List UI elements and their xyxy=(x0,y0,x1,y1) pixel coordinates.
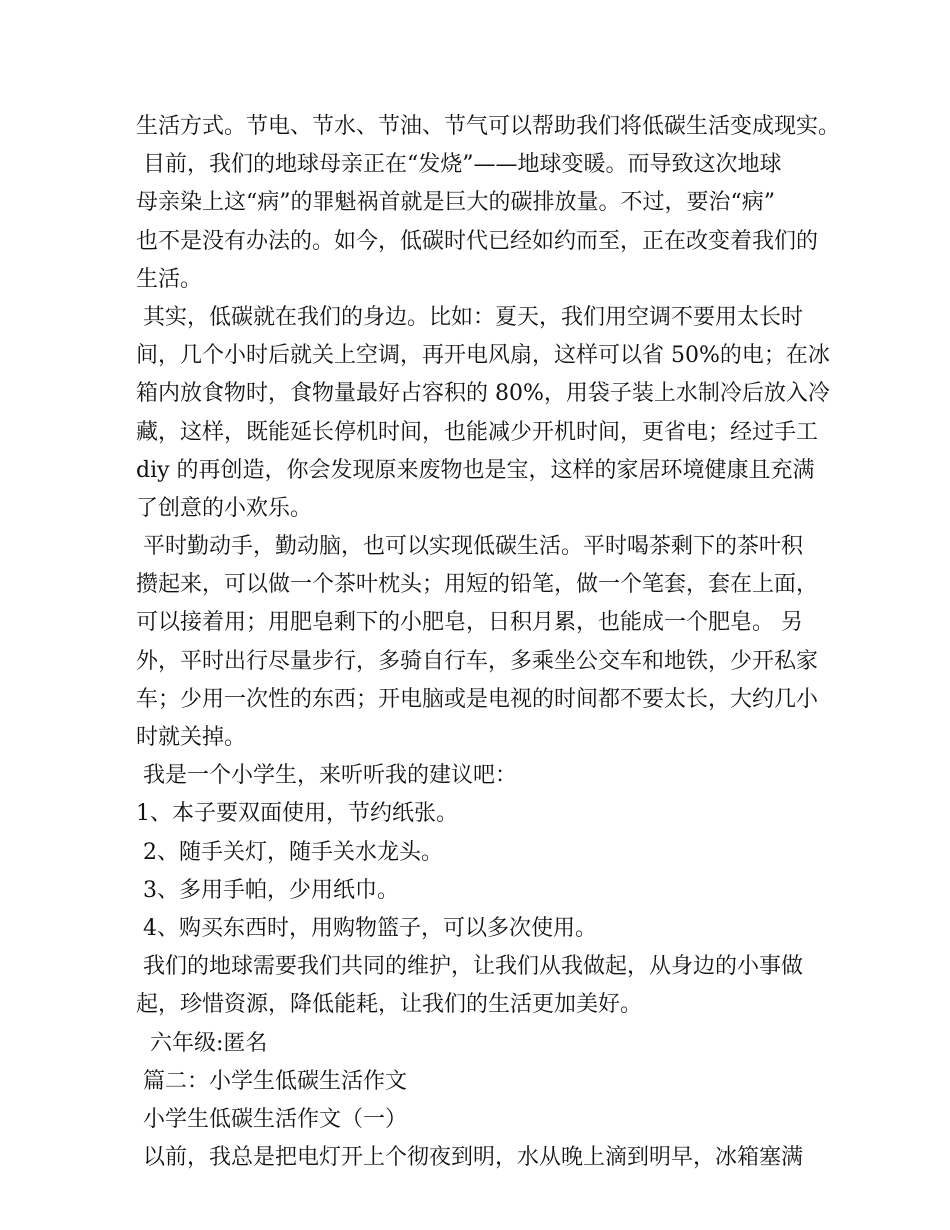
list-item: 1、本子要双面使用，节约纸张。 xyxy=(136,801,458,827)
text-line: 车；少用一次性的东西；开电脑或是电视的时间都不要太长，大约几小 xyxy=(136,686,819,712)
text-line: 了创意的小欢乐。 xyxy=(136,495,313,521)
text-line: 藏，这样，既能延长停机时间，也能减少开机时间，更省电；经过手工 xyxy=(136,419,819,445)
text-line: 攒起来，可以做一个茶叶枕头；用短的铅笔，做一个笔套，套在上面， xyxy=(136,572,819,598)
text-line: 也不是没有办法的。如今，低碳时代已经如约而至，正在改变着我们的 xyxy=(136,228,819,254)
list-item: 3、多用手帕，少用纸巾。 xyxy=(136,877,399,903)
text-line: 我们的地球需要我们共同的维护，让我们从我做起，从身边的小事做 xyxy=(136,954,803,980)
author-line: 六年级:匿名 xyxy=(136,1030,268,1056)
text-line: 生活方式。节电、节水、节油、节气可以帮助我们将低碳生活变成现实。 xyxy=(136,114,841,139)
text-line: 我是一个小学生，来听听我的建议吧： xyxy=(136,763,517,789)
essay-body xyxy=(136,108,841,1177)
text-line: 生活。 xyxy=(136,266,203,292)
text-line: 时就关掉。 xyxy=(136,725,247,750)
list-item: 4、购买东西时，用购物篮子，可以多次使用。 xyxy=(136,915,597,941)
text-line: 其实，低碳就在我们的身边。比如：夏天，我们用空调不要用太长时 xyxy=(136,304,803,330)
text-line: 目前，我们的地球母亲正在“发烧”——地球变暖。而导致这次地球 xyxy=(136,152,782,178)
text-line: 可以接着用；用肥皂剩下的小肥皂，日积月累，也能成一个肥皂。 另 xyxy=(136,610,803,636)
text-line: 外，平时出行尽量步行，多骑自行车，多乘坐公交车和地铁，少开私家 xyxy=(136,648,819,674)
subsection-heading: 小学生低碳生活作文（一） xyxy=(136,1106,407,1132)
text-line: diy 的再创造，你会发现原来废物也是宝，这样的家居环境健康且充满 xyxy=(136,457,815,483)
section-heading: 篇二：小学生低碳生活作文 xyxy=(136,1068,407,1094)
text-line: 平时勤动手，勤动脑，也可以实现低碳生活。平时喝茶剩下的茶叶积 xyxy=(136,534,803,560)
text-line: 起，珍惜资源，降低能耗，让我们的生活更加美好。 xyxy=(136,992,643,1018)
list-item: 2、随手关灯，随手关水龙头。 xyxy=(136,839,443,865)
text-line: 间，几个小时后就关上空调，再开电风扇，这样可以省 50%的电；在冰 xyxy=(136,343,830,369)
text-line: 母亲染上这“病”的罪魁祸首就是巨大的碳排放量。不过，要治“病” xyxy=(136,190,775,216)
text-line: 箱内放食物时，食物量最好占容积的 80%，用袋子装上水制冷后放入冷 xyxy=(136,381,830,407)
text-line: 以前，我总是把电灯开上个彻夜到明，水从晚上滴到明早，冰箱塞满 xyxy=(136,1145,803,1171)
